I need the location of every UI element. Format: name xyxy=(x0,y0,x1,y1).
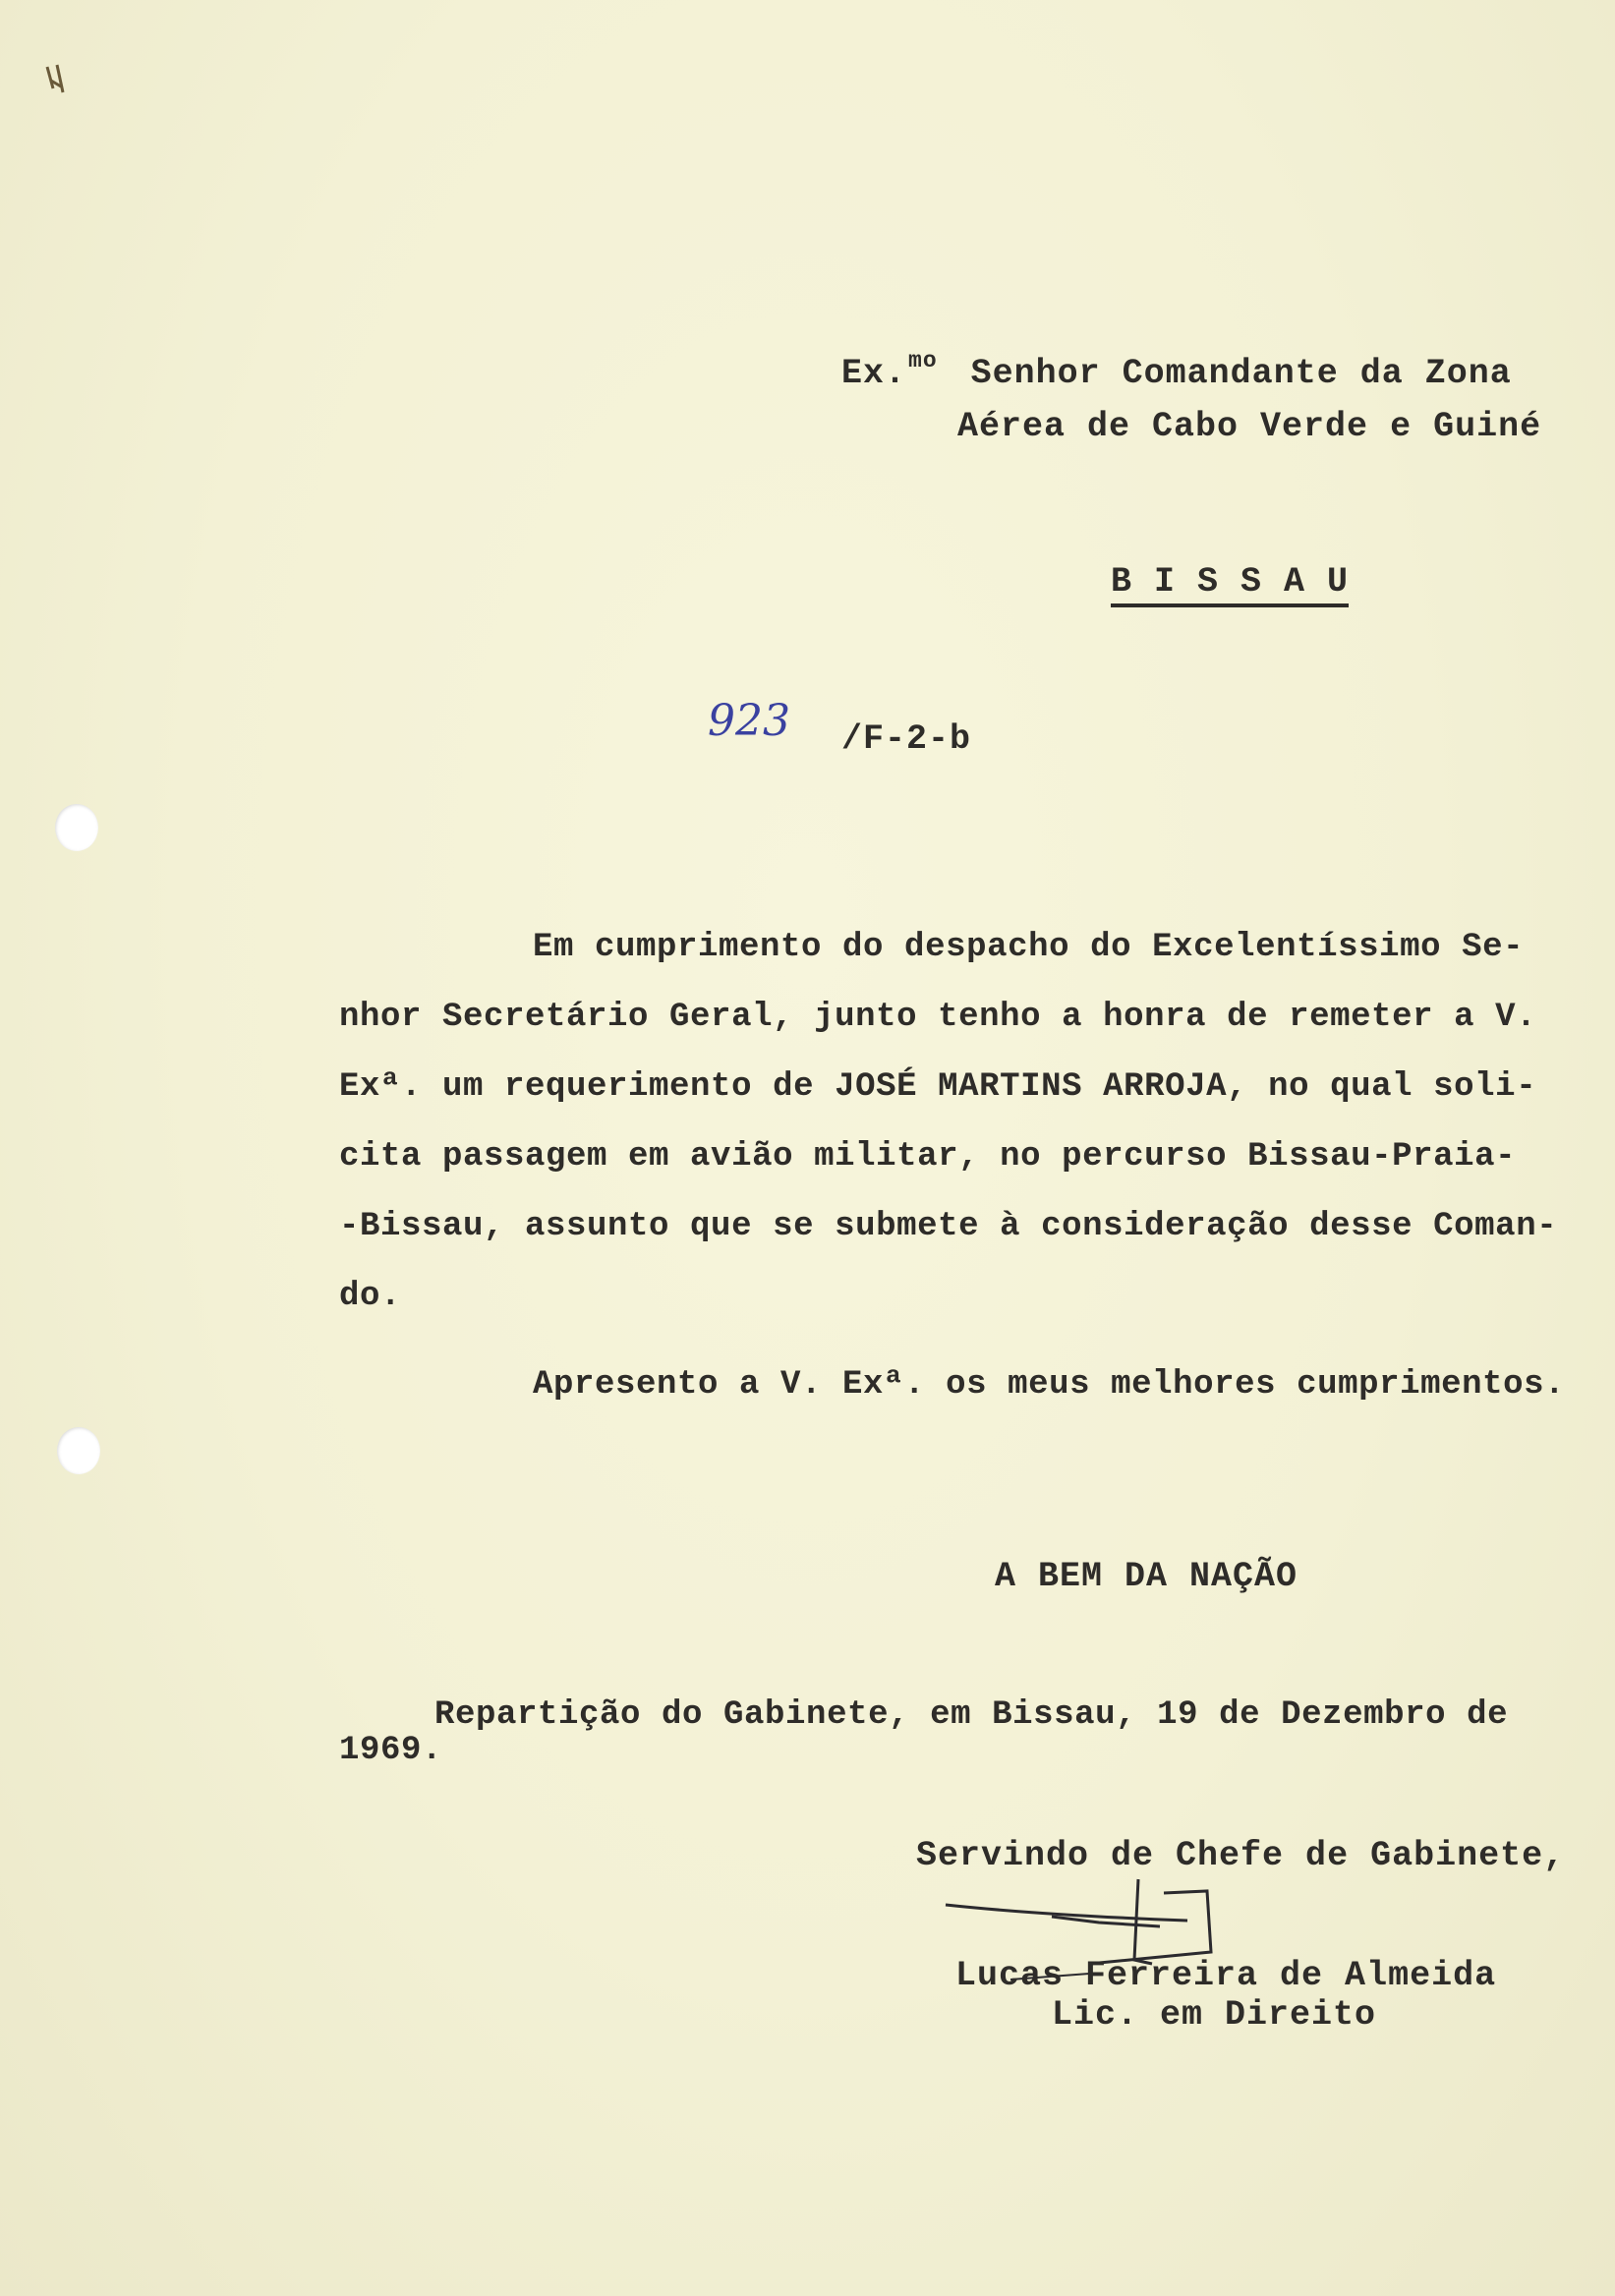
signature-role: Servindo de Chefe de Gabinete, xyxy=(916,1836,1566,1875)
signatory-name: Lucas Ferreira de Almeida xyxy=(955,1956,1497,1995)
recipient-prefix: Ex. xyxy=(841,354,907,393)
city-underlined: B I S S A U xyxy=(1111,562,1349,607)
recipient-prefix-superscript: mo xyxy=(908,348,938,373)
body-line-3: Exª. um requerimento de JOSÉ MARTINS ARROJA, no qual soli- xyxy=(339,1068,1537,1106)
recipient-line-1 xyxy=(841,348,1512,393)
body-line-5: -Bissau, assunto que se submete à consideração desse Coman- xyxy=(339,1208,1558,1245)
punch-hole-bottom xyxy=(57,1427,100,1474)
body-line-4: cita passagem em avião militar, no percurso Bissau-Praia- xyxy=(339,1138,1517,1176)
staple-mark-icon xyxy=(39,59,75,108)
motto: A BEM DA NAÇÃO xyxy=(995,1557,1298,1596)
recipient-line-2: Aérea de Cabo Verde e Guiné xyxy=(957,407,1542,446)
body-line-1: Em cumprimento do despacho do Excelentíssimo Se- xyxy=(533,929,1525,966)
recipient-city xyxy=(1111,562,1349,602)
place-date-line-1: Repartição do Gabinete, em Bissau, 19 de Dezembro de xyxy=(434,1696,1509,1734)
reference-code: /F-2-b xyxy=(841,719,972,759)
place-date-line-2: 1969. xyxy=(339,1732,443,1769)
punch-hole-top xyxy=(55,804,98,851)
closing-greeting: Apresento a V. Exª. os meus melhores cumprimentos. xyxy=(533,1366,1566,1404)
handwritten-reference-number: 923 xyxy=(708,696,790,746)
signatory-title: Lic. em Direito xyxy=(1052,1995,1377,2035)
body-line-2: nhor Secretário Geral, junto tenho a honra de remeter a V. xyxy=(339,999,1537,1036)
body-line-6: do. xyxy=(339,1278,402,1315)
recipient-title: Senhor Comandante da Zona xyxy=(970,354,1512,393)
